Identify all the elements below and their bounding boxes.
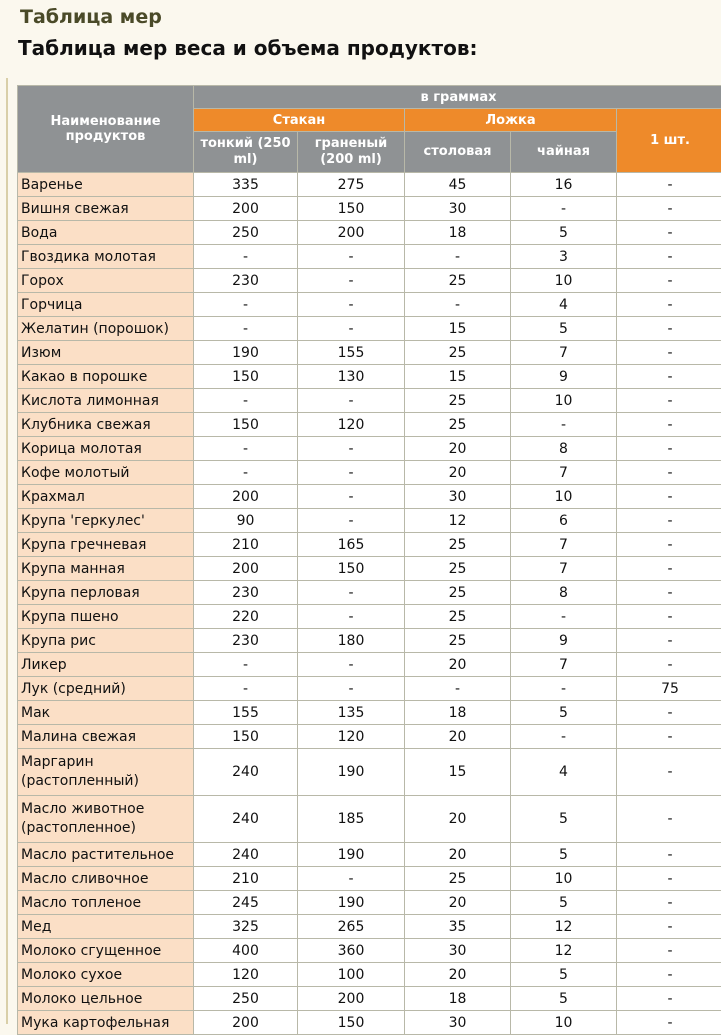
product-name-cell: Какао в порошке xyxy=(18,365,194,389)
teaspoon-cell: 12 xyxy=(511,915,617,939)
faceted-glass-cell: 150 xyxy=(298,557,405,581)
piece-cell: - xyxy=(617,557,721,581)
piece-cell: - xyxy=(617,581,721,605)
piece-cell: - xyxy=(617,293,721,317)
product-name-cell: Крупа перловая xyxy=(18,581,194,605)
product-name-cell: Крупа манная xyxy=(18,557,194,581)
faceted-glass-cell: 130 xyxy=(298,365,405,389)
piece-cell: - xyxy=(617,605,721,629)
teaspoon-cell: 7 xyxy=(511,533,617,557)
piece-cell: - xyxy=(617,317,721,341)
header-glass: Стакан xyxy=(194,109,405,132)
teaspoon-cell: 5 xyxy=(511,963,617,987)
header-grams: в граммах xyxy=(194,86,721,109)
piece-cell: - xyxy=(617,843,721,867)
thin-glass-cell: 150 xyxy=(194,725,298,749)
piece-cell: - xyxy=(617,963,721,987)
tablespoon-cell: 30 xyxy=(405,939,511,963)
faceted-glass-cell: 180 xyxy=(298,629,405,653)
faceted-glass-cell: 165 xyxy=(298,533,405,557)
thin-glass-cell: 230 xyxy=(194,269,298,293)
faceted-glass-cell: 190 xyxy=(298,749,405,796)
table-row xyxy=(18,293,721,317)
faceted-glass-cell: - xyxy=(298,461,405,485)
tablespoon-cell: - xyxy=(405,293,511,317)
faceted-glass-cell: - xyxy=(298,317,405,341)
table-row xyxy=(18,605,721,629)
product-name-cell: Кислота лимонная xyxy=(18,389,194,413)
teaspoon-cell: 10 xyxy=(511,1011,617,1035)
teaspoon-cell: 4 xyxy=(511,293,617,317)
piece-cell: - xyxy=(617,987,721,1011)
thin-glass-cell: 200 xyxy=(194,197,298,221)
tablespoon-cell: 20 xyxy=(405,891,511,915)
teaspoon-cell: 16 xyxy=(511,173,617,197)
header-faceted-glass: граненый (200 ml) xyxy=(298,132,405,173)
piece-cell: - xyxy=(617,629,721,653)
teaspoon-cell: 10 xyxy=(511,389,617,413)
table-row xyxy=(18,987,721,1011)
table-row xyxy=(18,1011,721,1035)
thin-glass-cell: 150 xyxy=(194,413,298,437)
product-name-cell: Молоко сгущенное xyxy=(18,939,194,963)
thin-glass-cell: 210 xyxy=(194,533,298,557)
piece-cell: - xyxy=(617,701,721,725)
teaspoon-cell: 9 xyxy=(511,629,617,653)
product-name-cell: Горох xyxy=(18,269,194,293)
table-row xyxy=(18,915,721,939)
piece-cell: - xyxy=(617,461,721,485)
thin-glass-cell: 200 xyxy=(194,485,298,509)
faceted-glass-cell: 150 xyxy=(298,197,405,221)
piece-cell: - xyxy=(617,245,721,269)
piece-cell: - xyxy=(617,533,721,557)
table-row xyxy=(18,221,721,245)
table-row xyxy=(18,939,721,963)
thin-glass-cell: - xyxy=(194,293,298,317)
teaspoon-cell: 5 xyxy=(511,317,617,341)
table-row xyxy=(18,245,721,269)
teaspoon-cell: 5 xyxy=(511,701,617,725)
thin-glass-cell: 250 xyxy=(194,221,298,245)
faceted-glass-cell: 190 xyxy=(298,891,405,915)
thin-glass-cell: - xyxy=(194,677,298,701)
product-name-cell: Масло сливочное xyxy=(18,867,194,891)
teaspoon-cell: 9 xyxy=(511,365,617,389)
faceted-glass-cell: 360 xyxy=(298,939,405,963)
faceted-glass-cell: 120 xyxy=(298,413,405,437)
faceted-glass-cell: 135 xyxy=(298,701,405,725)
table-row xyxy=(18,843,721,867)
teaspoon-cell: - xyxy=(511,725,617,749)
tablespoon-cell: 15 xyxy=(405,317,511,341)
faceted-glass-cell: - xyxy=(298,293,405,317)
tablespoon-cell: 20 xyxy=(405,843,511,867)
thin-glass-cell: 90 xyxy=(194,509,298,533)
thin-glass-cell: 220 xyxy=(194,605,298,629)
teaspoon-cell: 5 xyxy=(511,843,617,867)
product-name-cell: Масло растительное xyxy=(18,843,194,867)
product-name-cell: Горчица xyxy=(18,293,194,317)
table-row xyxy=(18,963,721,987)
faceted-glass-cell: - xyxy=(298,245,405,269)
product-name-cell: Ликер xyxy=(18,653,194,677)
product-name-cell: Вишня свежая xyxy=(18,197,194,221)
thin-glass-cell: 200 xyxy=(194,557,298,581)
teaspoon-cell: 5 xyxy=(511,796,617,843)
tablespoon-cell: 18 xyxy=(405,221,511,245)
product-name-cell: Масло топленое xyxy=(18,891,194,915)
table-row xyxy=(18,317,721,341)
piece-cell: - xyxy=(617,891,721,915)
teaspoon-cell: 7 xyxy=(511,557,617,581)
product-name-cell: Лук (средний) xyxy=(18,677,194,701)
thin-glass-cell: 240 xyxy=(194,796,298,843)
teaspoon-cell: 8 xyxy=(511,581,617,605)
tablespoon-cell: 25 xyxy=(405,867,511,891)
piece-cell: - xyxy=(617,365,721,389)
teaspoon-cell: 12 xyxy=(511,939,617,963)
faceted-glass-cell: 155 xyxy=(298,341,405,365)
piece-cell: - xyxy=(617,915,721,939)
table-row xyxy=(18,461,721,485)
faceted-glass-cell: - xyxy=(298,605,405,629)
teaspoon-cell: 10 xyxy=(511,867,617,891)
teaspoon-cell: - xyxy=(511,605,617,629)
faceted-glass-cell: 200 xyxy=(298,987,405,1011)
teaspoon-cell: 6 xyxy=(511,509,617,533)
product-name-cell: Варенье xyxy=(18,173,194,197)
table-row xyxy=(18,365,721,389)
thin-glass-cell: 240 xyxy=(194,843,298,867)
teaspoon-cell: 7 xyxy=(511,461,617,485)
thin-glass-cell: - xyxy=(194,437,298,461)
piece-cell: - xyxy=(617,437,721,461)
teaspoon-cell: 4 xyxy=(511,749,617,796)
tablespoon-cell: 30 xyxy=(405,1011,511,1035)
faceted-glass-cell: 150 xyxy=(298,1011,405,1035)
tablespoon-cell: 20 xyxy=(405,796,511,843)
product-name-cell: Молоко цельное xyxy=(18,987,194,1011)
product-name-cell: Крупа 'геркулес' xyxy=(18,509,194,533)
tablespoon-cell: 25 xyxy=(405,389,511,413)
piece-cell: - xyxy=(617,485,721,509)
thin-glass-cell: 230 xyxy=(194,629,298,653)
piece-cell: 75 xyxy=(617,677,721,701)
faceted-glass-cell: - xyxy=(298,485,405,509)
table-row xyxy=(18,557,721,581)
teaspoon-cell: - xyxy=(511,413,617,437)
tablespoon-cell: 15 xyxy=(405,749,511,796)
faceted-glass-cell: 185 xyxy=(298,796,405,843)
faceted-glass-cell: - xyxy=(298,509,405,533)
product-name-cell: Мак xyxy=(18,701,194,725)
piece-cell: - xyxy=(617,341,721,365)
product-name-cell: Клубника свежая xyxy=(18,413,194,437)
teaspoon-cell: 10 xyxy=(511,269,617,293)
product-name-cell: Мука картофельная xyxy=(18,1011,194,1035)
piece-cell: - xyxy=(617,197,721,221)
tablespoon-cell: 20 xyxy=(405,725,511,749)
table-body xyxy=(18,173,721,1035)
tablespoon-cell: 20 xyxy=(405,437,511,461)
faceted-glass-cell: - xyxy=(298,437,405,461)
product-name-cell: Мед xyxy=(18,915,194,939)
teaspoon-cell: 10 xyxy=(511,485,617,509)
tablespoon-cell: 25 xyxy=(405,557,511,581)
product-name-cell: Гвоздика молотая xyxy=(18,245,194,269)
header-product-name: Наименование продуктов xyxy=(18,86,194,173)
table-row xyxy=(18,629,721,653)
table-row xyxy=(18,509,721,533)
faceted-glass-cell: - xyxy=(298,269,405,293)
table-row xyxy=(18,701,721,725)
tablespoon-cell: 18 xyxy=(405,701,511,725)
tablespoon-cell: 25 xyxy=(405,605,511,629)
table-row xyxy=(18,581,721,605)
header-teaspoon: чайная xyxy=(511,132,617,173)
thin-glass-cell: 150 xyxy=(194,365,298,389)
teaspoon-cell: 3 xyxy=(511,245,617,269)
teaspoon-cell: - xyxy=(511,197,617,221)
product-name-cell: Корица молотая xyxy=(18,437,194,461)
product-name-cell: Крупа рис xyxy=(18,629,194,653)
measures-table-container xyxy=(17,85,721,1035)
measures-table xyxy=(17,85,721,1035)
thin-glass-cell: - xyxy=(194,245,298,269)
product-name-cell: Вода xyxy=(18,221,194,245)
tablespoon-cell: 15 xyxy=(405,365,511,389)
thin-glass-cell: - xyxy=(194,389,298,413)
piece-cell: - xyxy=(617,939,721,963)
tablespoon-cell: 20 xyxy=(405,963,511,987)
thin-glass-cell: 245 xyxy=(194,891,298,915)
tablespoon-cell: 25 xyxy=(405,269,511,293)
piece-cell: - xyxy=(617,413,721,437)
faceted-glass-cell: 100 xyxy=(298,963,405,987)
header-thin-glass: тонкий (250 ml) xyxy=(194,132,298,173)
thin-glass-cell: 250 xyxy=(194,987,298,1011)
table-row xyxy=(18,173,721,197)
table-row xyxy=(18,867,721,891)
piece-cell: - xyxy=(617,269,721,293)
product-name-cell: Масло животное (растопленное) xyxy=(18,796,194,843)
piece-cell: - xyxy=(617,173,721,197)
thin-glass-cell: 240 xyxy=(194,749,298,796)
table-row xyxy=(18,269,721,293)
table-row xyxy=(18,533,721,557)
piece-cell: - xyxy=(617,389,721,413)
table-row xyxy=(18,413,721,437)
table-row xyxy=(18,437,721,461)
faceted-glass-cell: 120 xyxy=(298,725,405,749)
tablespoon-cell: 20 xyxy=(405,653,511,677)
tablespoon-cell: 25 xyxy=(405,533,511,557)
tablespoon-cell: 12 xyxy=(405,509,511,533)
teaspoon-cell: 5 xyxy=(511,221,617,245)
table-row xyxy=(18,485,721,509)
teaspoon-cell: 7 xyxy=(511,653,617,677)
product-name-cell: Малина свежая xyxy=(18,725,194,749)
product-name-cell: Молоко сухое xyxy=(18,963,194,987)
thin-glass-cell: 120 xyxy=(194,963,298,987)
product-name-cell: Крупа гречневая xyxy=(18,533,194,557)
piece-cell: - xyxy=(617,796,721,843)
tablespoon-cell: 20 xyxy=(405,461,511,485)
faceted-glass-cell: - xyxy=(298,653,405,677)
teaspoon-cell: 7 xyxy=(511,341,617,365)
piece-cell: - xyxy=(617,221,721,245)
faceted-glass-cell: - xyxy=(298,581,405,605)
faceted-glass-cell: 200 xyxy=(298,221,405,245)
thin-glass-cell: - xyxy=(194,461,298,485)
tablespoon-cell: 18 xyxy=(405,987,511,1011)
tablespoon-cell: 30 xyxy=(405,197,511,221)
page-subtitle: Таблица мер веса и объема продуктов: xyxy=(18,36,477,60)
page-heading: Таблица мер xyxy=(20,6,162,28)
piece-cell: - xyxy=(617,725,721,749)
piece-cell: - xyxy=(617,1011,721,1035)
faceted-glass-cell: 190 xyxy=(298,843,405,867)
faceted-glass-cell: - xyxy=(298,867,405,891)
table-row xyxy=(18,197,721,221)
product-name-cell: Крахмал xyxy=(18,485,194,509)
thin-glass-cell: 400 xyxy=(194,939,298,963)
tablespoon-cell: 30 xyxy=(405,485,511,509)
thin-glass-cell: - xyxy=(194,317,298,341)
product-name-cell: Кофе молотый xyxy=(18,461,194,485)
piece-cell: - xyxy=(617,653,721,677)
tablespoon-cell: - xyxy=(405,245,511,269)
thin-glass-cell: 210 xyxy=(194,867,298,891)
table-row xyxy=(18,653,721,677)
table-row xyxy=(18,389,721,413)
thin-glass-cell: 335 xyxy=(194,173,298,197)
teaspoon-cell: 5 xyxy=(511,891,617,915)
header-tablespoon: столовая xyxy=(405,132,511,173)
thin-glass-cell: - xyxy=(194,653,298,677)
tablespoon-cell: - xyxy=(405,677,511,701)
faceted-glass-cell: 265 xyxy=(298,915,405,939)
teaspoon-cell: - xyxy=(511,677,617,701)
tablespoon-cell: 45 xyxy=(405,173,511,197)
tablespoon-cell: 35 xyxy=(405,915,511,939)
faceted-glass-cell: 275 xyxy=(298,173,405,197)
product-name-cell: Маргарин (растопленный) xyxy=(18,749,194,796)
product-name-cell: Изюм xyxy=(18,341,194,365)
faceted-glass-cell: - xyxy=(298,677,405,701)
left-border-line xyxy=(6,78,8,1024)
table-row xyxy=(18,796,721,843)
header-spoon: Ложка xyxy=(405,109,617,132)
tablespoon-cell: 25 xyxy=(405,629,511,653)
teaspoon-cell: 8 xyxy=(511,437,617,461)
thin-glass-cell: 325 xyxy=(194,915,298,939)
tablespoon-cell: 25 xyxy=(405,413,511,437)
tablespoon-cell: 25 xyxy=(405,341,511,365)
piece-cell: - xyxy=(617,749,721,796)
thin-glass-cell: 155 xyxy=(194,701,298,725)
table-row xyxy=(18,725,721,749)
piece-cell: - xyxy=(617,509,721,533)
faceted-glass-cell: - xyxy=(298,389,405,413)
thin-glass-cell: 200 xyxy=(194,1011,298,1035)
header-piece: 1 шт. xyxy=(617,109,721,173)
tablespoon-cell: 25 xyxy=(405,581,511,605)
table-row xyxy=(18,677,721,701)
product-name-cell: Желатин (порошок) xyxy=(18,317,194,341)
table-row xyxy=(18,341,721,365)
thin-glass-cell: 190 xyxy=(194,341,298,365)
product-name-cell: Крупа пшено xyxy=(18,605,194,629)
piece-cell: - xyxy=(617,867,721,891)
table-row xyxy=(18,891,721,915)
teaspoon-cell: 5 xyxy=(511,987,617,1011)
thin-glass-cell: 230 xyxy=(194,581,298,605)
table-row xyxy=(18,749,721,796)
